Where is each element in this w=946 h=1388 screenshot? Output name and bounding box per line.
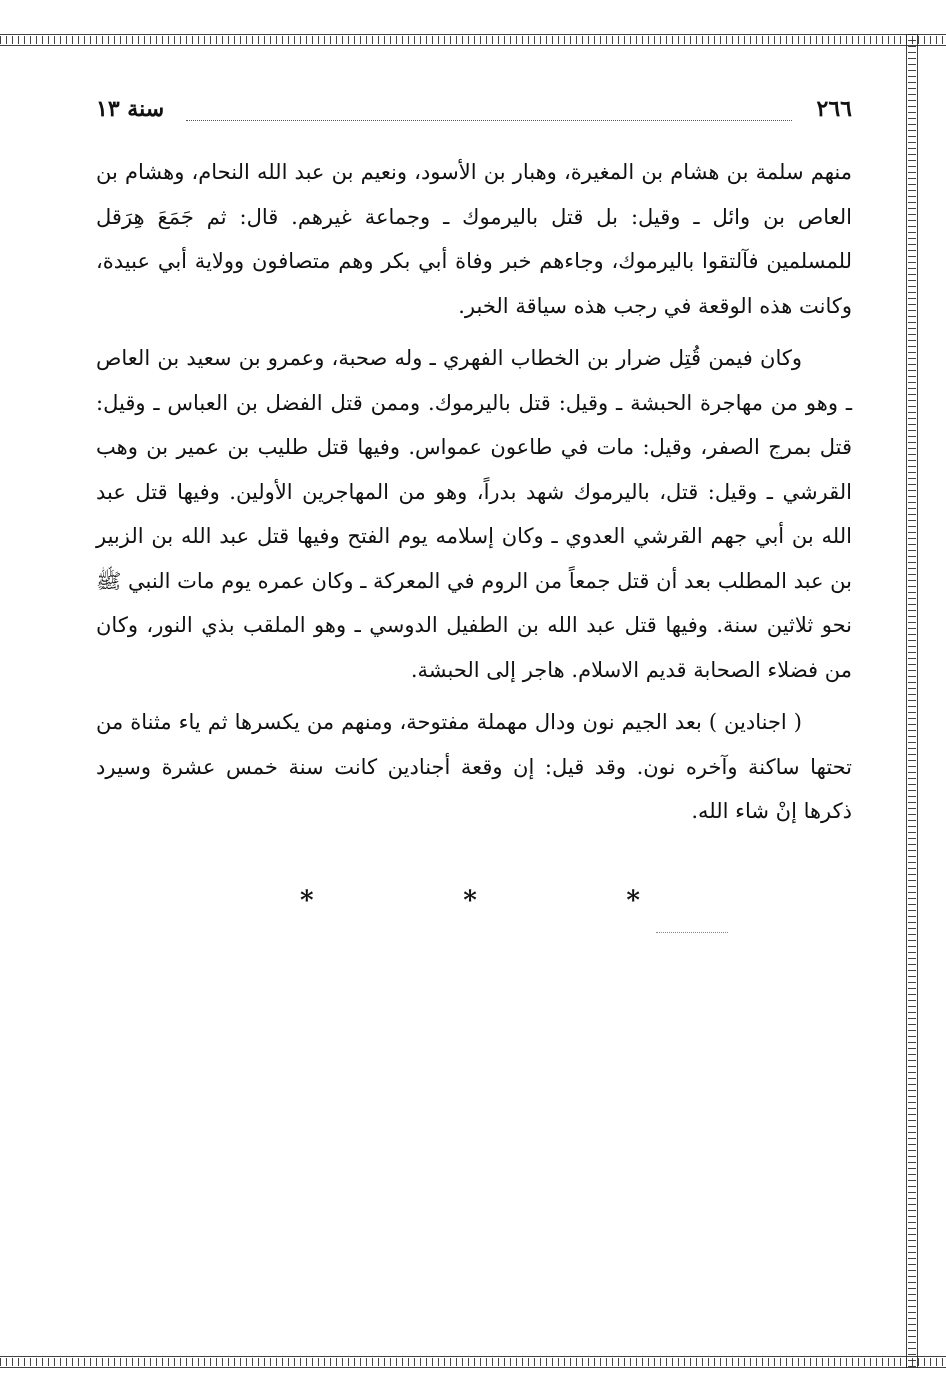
page-number: ٢٦٦ [816, 96, 852, 122]
page-header [96, 96, 852, 130]
decorative-border-bottom [0, 1356, 946, 1368]
paragraph: وكان فيمن قُتِل ضرار بن الخطاب الفهري ـ وله صحبة، وعمرو بن سعيد بن العاص ـ وهو من مهاجرة الحبشة ـ وقيل: قتل باليرموك. وممن قتل الفضل بن العباس ـ وقيل: قتل بمرج الصفر، وقيل: مات في طاعون عمواس. وفيها قتل طليب بن عمير بن وهب القرشي ـ وقيل: قتل، باليرموك شهد بدراً، وهو من المهاجرين الأولين. وفيها قتل عبد الله بن أبي جهم القرشي العدوي ـ وكان إسلامه يوم الفتح وفيها قتل عبد الله بن الزبير بن عبد المطلب بعد أن قتل جمعاً من الروم في المعركة ـ وكان عمره يوم مات النبي ﷺ نحو ثلاثين سنة. وفيها قتل عبد الله بن الطفيل الدوسي ـ وهو الملقب بذي النور، وكان من فضلاء الصحابة قديم الاسلام. هاجر إلى الحبشة. [96, 346, 852, 682]
paragraph: منهم سلمة بن هشام بن المغيرة، وهبار بن الأسود، ونعيم بن عبد الله النحام، وهشام بن العاص بن وائل ـ وقيل: بل قتل باليرموك ـ وجماعة غيرهم. قال: ثم جَمَعَ هِرَقل للمسلمين فآلتقوا باليرموك، وجاءهم خبر وفاة أبي بكر وهم متصافون وولاية أبي عبيدة، وكانت هذه الوقعة في رجب هذه سياقة الخبر. [96, 160, 853, 318]
header-dotted-rule [186, 120, 792, 121]
paragraph: ( اجنادين ) بعد الجيم نون ودال مهملة مفتوحة، ومنهم من يكسرها ثم ياء مثناة من تحتها ساكنة وآخره نون. وقد قيل: إن وقعة أجنادين كانت سنة خمس عشرة وسيرد ذكرها إنْ شاء الله. [96, 710, 852, 823]
asterisk-mark: * [463, 886, 477, 916]
asterisk-mark: * [300, 886, 314, 916]
section-separator [300, 886, 640, 916]
decorative-border-right [906, 34, 918, 1368]
running-title: سنة ١٣ [96, 96, 165, 122]
decorative-border-top [0, 34, 946, 46]
asterisk-mark: * [626, 886, 640, 916]
dotted-rule [656, 932, 728, 933]
main-text [96, 150, 852, 834]
